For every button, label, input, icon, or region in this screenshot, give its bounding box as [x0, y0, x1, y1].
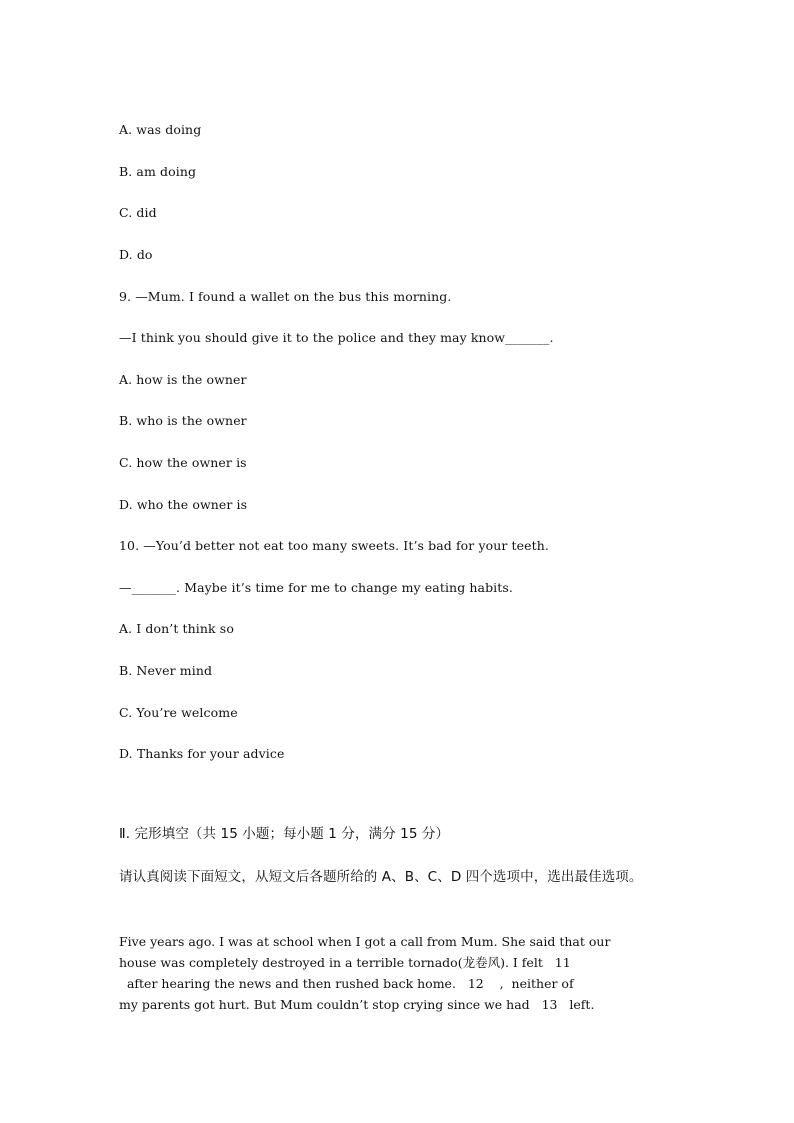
q9-stem: 9. —Mum. I found a wallet on the bus this morning.: [119, 289, 452, 304]
passage-line-4: my parents got hurt. But Mum couldn’t stop crying since we had 13 left.: [119, 997, 595, 1012]
q9-option-d: D. who the owner is: [119, 497, 248, 512]
q10-option-c: C. You’re welcome: [119, 705, 238, 720]
passage-line-2: house was completely destroyed in a terrible tornado(龙卷风). I felt 11: [119, 955, 571, 970]
q10-option-b: B. Never mind: [119, 663, 213, 678]
q9-option-a: A. how is the owner: [119, 372, 247, 387]
q10-option-a: A. I don’t think so: [119, 621, 234, 636]
q9-reply: —I think you should give it to the police and they may know_______.: [119, 330, 554, 345]
q8-option-a: A. was doing: [119, 122, 202, 137]
section-instruction: 请认真阅读下面短文，从短文后各题所给的 A、B、C、D 四个选项中，选出最佳选项。: [119, 869, 643, 885]
q10-stem: 10. —You’d better not eat too many sweets. It’s bad for your teeth.: [119, 538, 549, 553]
q8-option-c: C. did: [119, 205, 157, 220]
q8-option-b: B. am doing: [119, 164, 197, 179]
q9-option-c: C. how the owner is: [119, 455, 247, 470]
q10-option-d: D. Thanks for your advice: [119, 746, 285, 761]
passage-line-1: Five years ago. I was at school when I got a call from Mum. She said that our: [119, 934, 611, 949]
passage-line-3: after hearing the news and then rushed back home. 12 , neither of: [119, 976, 574, 991]
passage: [119, 931, 674, 1015]
q8-option-d: D. do: [119, 247, 153, 262]
q10-reply: —_______. Maybe it’s time for me to change my eating habits.: [119, 580, 513, 595]
section-heading: Ⅱ. 完形填空（共 15 小题；每小题 1 分，满分 15 分）: [119, 826, 450, 842]
q9-option-b: B. who is the owner: [119, 413, 247, 428]
